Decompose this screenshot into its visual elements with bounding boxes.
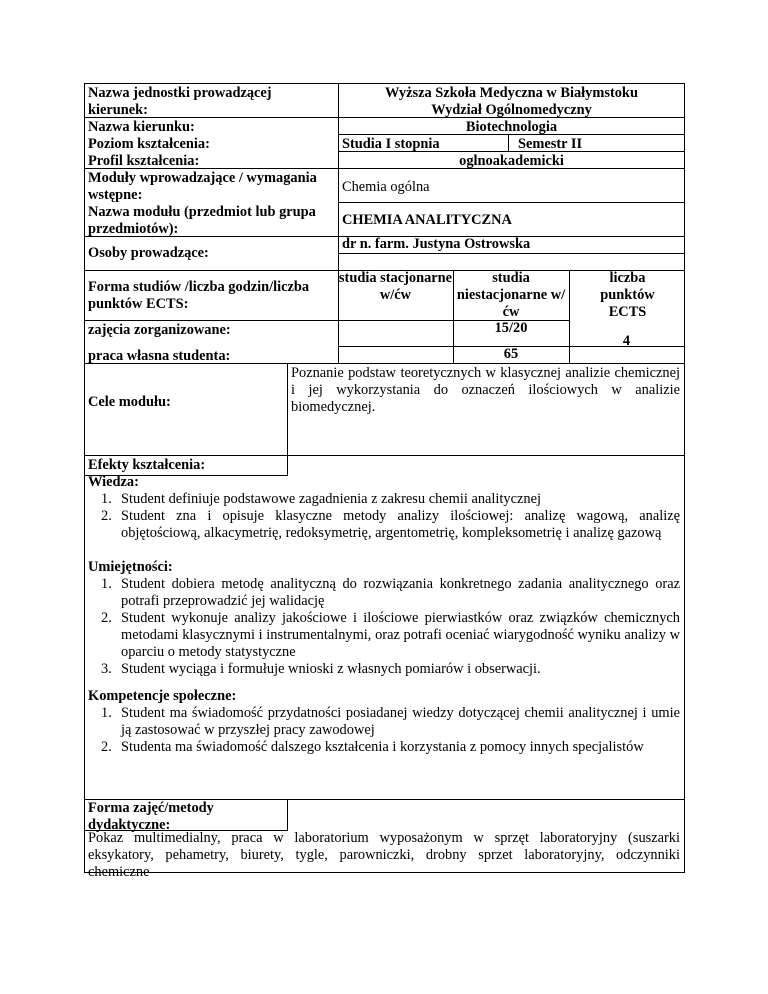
zajecia-label: zajęcia zorganizowane: [88,322,231,338]
forma-label: Forma studiów /liczba godzin/liczba punktów ECTS: [88,279,310,312]
list-item: 2. Student wykonuje analizy jakościowe i ilościowe pierwiastków oraz związków chemicznych metodami klasycznymi i instrumentalnymi, oraz potrafi oceniać wiarygodność wyniku analizy w oparciu o metody statystyczne [101,610,680,660]
metody-text: Pokaz multimedialny, praca w laboratorium wyposażonym w sprzęt laboratoryjny (suszarki eksykatory, pehametry, biurety, tygle, parowniczki, drobny sprzet laboratoryjny, odczynniki chemiczne [88,830,680,880]
jednostka-label: Nazwa jednostki prowadzącej kierunek: [88,85,272,118]
list-item: 1. Student ma świadomość przydatności posiadanej wiedzy dotyczącej chemii analitycznej i umie ją zastosować w przyszłej pracy zawodowej [101,705,680,738]
umiejetnosci-section [88,559,680,678]
moduly-value: Chemia ogólna [342,179,430,195]
praca-label: praca własna studenta: [88,348,231,364]
uczelnia: Wyższa Szkoła Medyczna w Białymstoku [385,85,638,101]
profil-label: Profil kształcenia: [88,153,200,169]
kierunek-label: Nazwa kierunku: [88,119,195,135]
umiejetnosci-list [101,576,680,678]
kompetencje-list [101,705,680,756]
list-item: 2. Studenta ma świadomość dalszego kształcenia i korzystania z pomocy innych specjalistów [101,739,644,755]
modul-value: CHEMIA ANALITYCZNA [342,212,512,228]
moduly-label: Moduły wprowadzające / wymagania wstępne: [88,170,317,203]
zajecia-niestacjonarne: 15/20 [494,320,528,336]
semestr-value: Semestr II [518,136,583,152]
profil-value: oglnoakademicki [459,153,564,169]
list-item: 1. Student dobiera metodę analityczną do rozwiązania konkretnego zadania analitycznego oraz potrafi przeprowadzić jej walidację [101,576,680,609]
metody-label: Forma zajęć/metody dydaktyczne: [88,800,214,833]
wiedza-list [101,491,680,542]
ects-value: 4 [622,333,631,349]
list-item: 2. Student zna i opisuje klasyczne metody analizy ilościowej: analizę wagową, analizę objętościową, alkacymetrię, redoksymetrię, argentometrię, kompleksometrię i analizę gazową [101,508,680,541]
list-item: 3. Student wyciąga i formułuje wnioski z własnych pomiarów i obserwacji. [101,661,541,677]
ects-header: liczba punktów ECTS [600,270,655,320]
modul-label: Nazwa modułu (przedmiot lub grupa przedmiotów): [88,204,316,237]
studia-niestacjonarne-header: studia niestacjonarne w/ćw [456,270,566,320]
osoby-value: dr n. farm. Justyna Ostrowska [342,236,531,252]
kierunek-value: Biotechnologia [465,119,558,135]
praca-niestacjonarne: 65 [503,346,519,362]
cele-text: Poznanie podstaw teoretycznych w klasycznej analizie chemicznej i jej wykorzystania do oznaczeń ilościowych w analizie biomedycznej. [291,365,680,415]
wiedza-label: Wiedza: [88,474,139,490]
kompetencje-label: Kompetencje społeczne: [88,688,237,704]
poziom-value: Studia I stopnia [342,136,440,152]
kompetencje-section [88,688,680,756]
list-item: 1. Student definiuje podstawowe zagadnienia z zakresu chemii analitycznej [101,491,541,507]
osoby-label: Osoby prowadzące: [88,245,209,261]
studia-stacjonarne-header: studia stacjonarne w/ćw [338,270,453,303]
wydzial: Wydział Ogólnomedyczny [431,102,592,118]
cele-label: Cele modułu: [88,394,171,410]
wiedza-section [88,474,680,542]
poziom-label: Poziom kształcenia: [88,136,210,152]
umiejetnosci-label: Umiejętności: [88,559,173,575]
efekty-label: Efekty kształcenia: [88,457,206,473]
